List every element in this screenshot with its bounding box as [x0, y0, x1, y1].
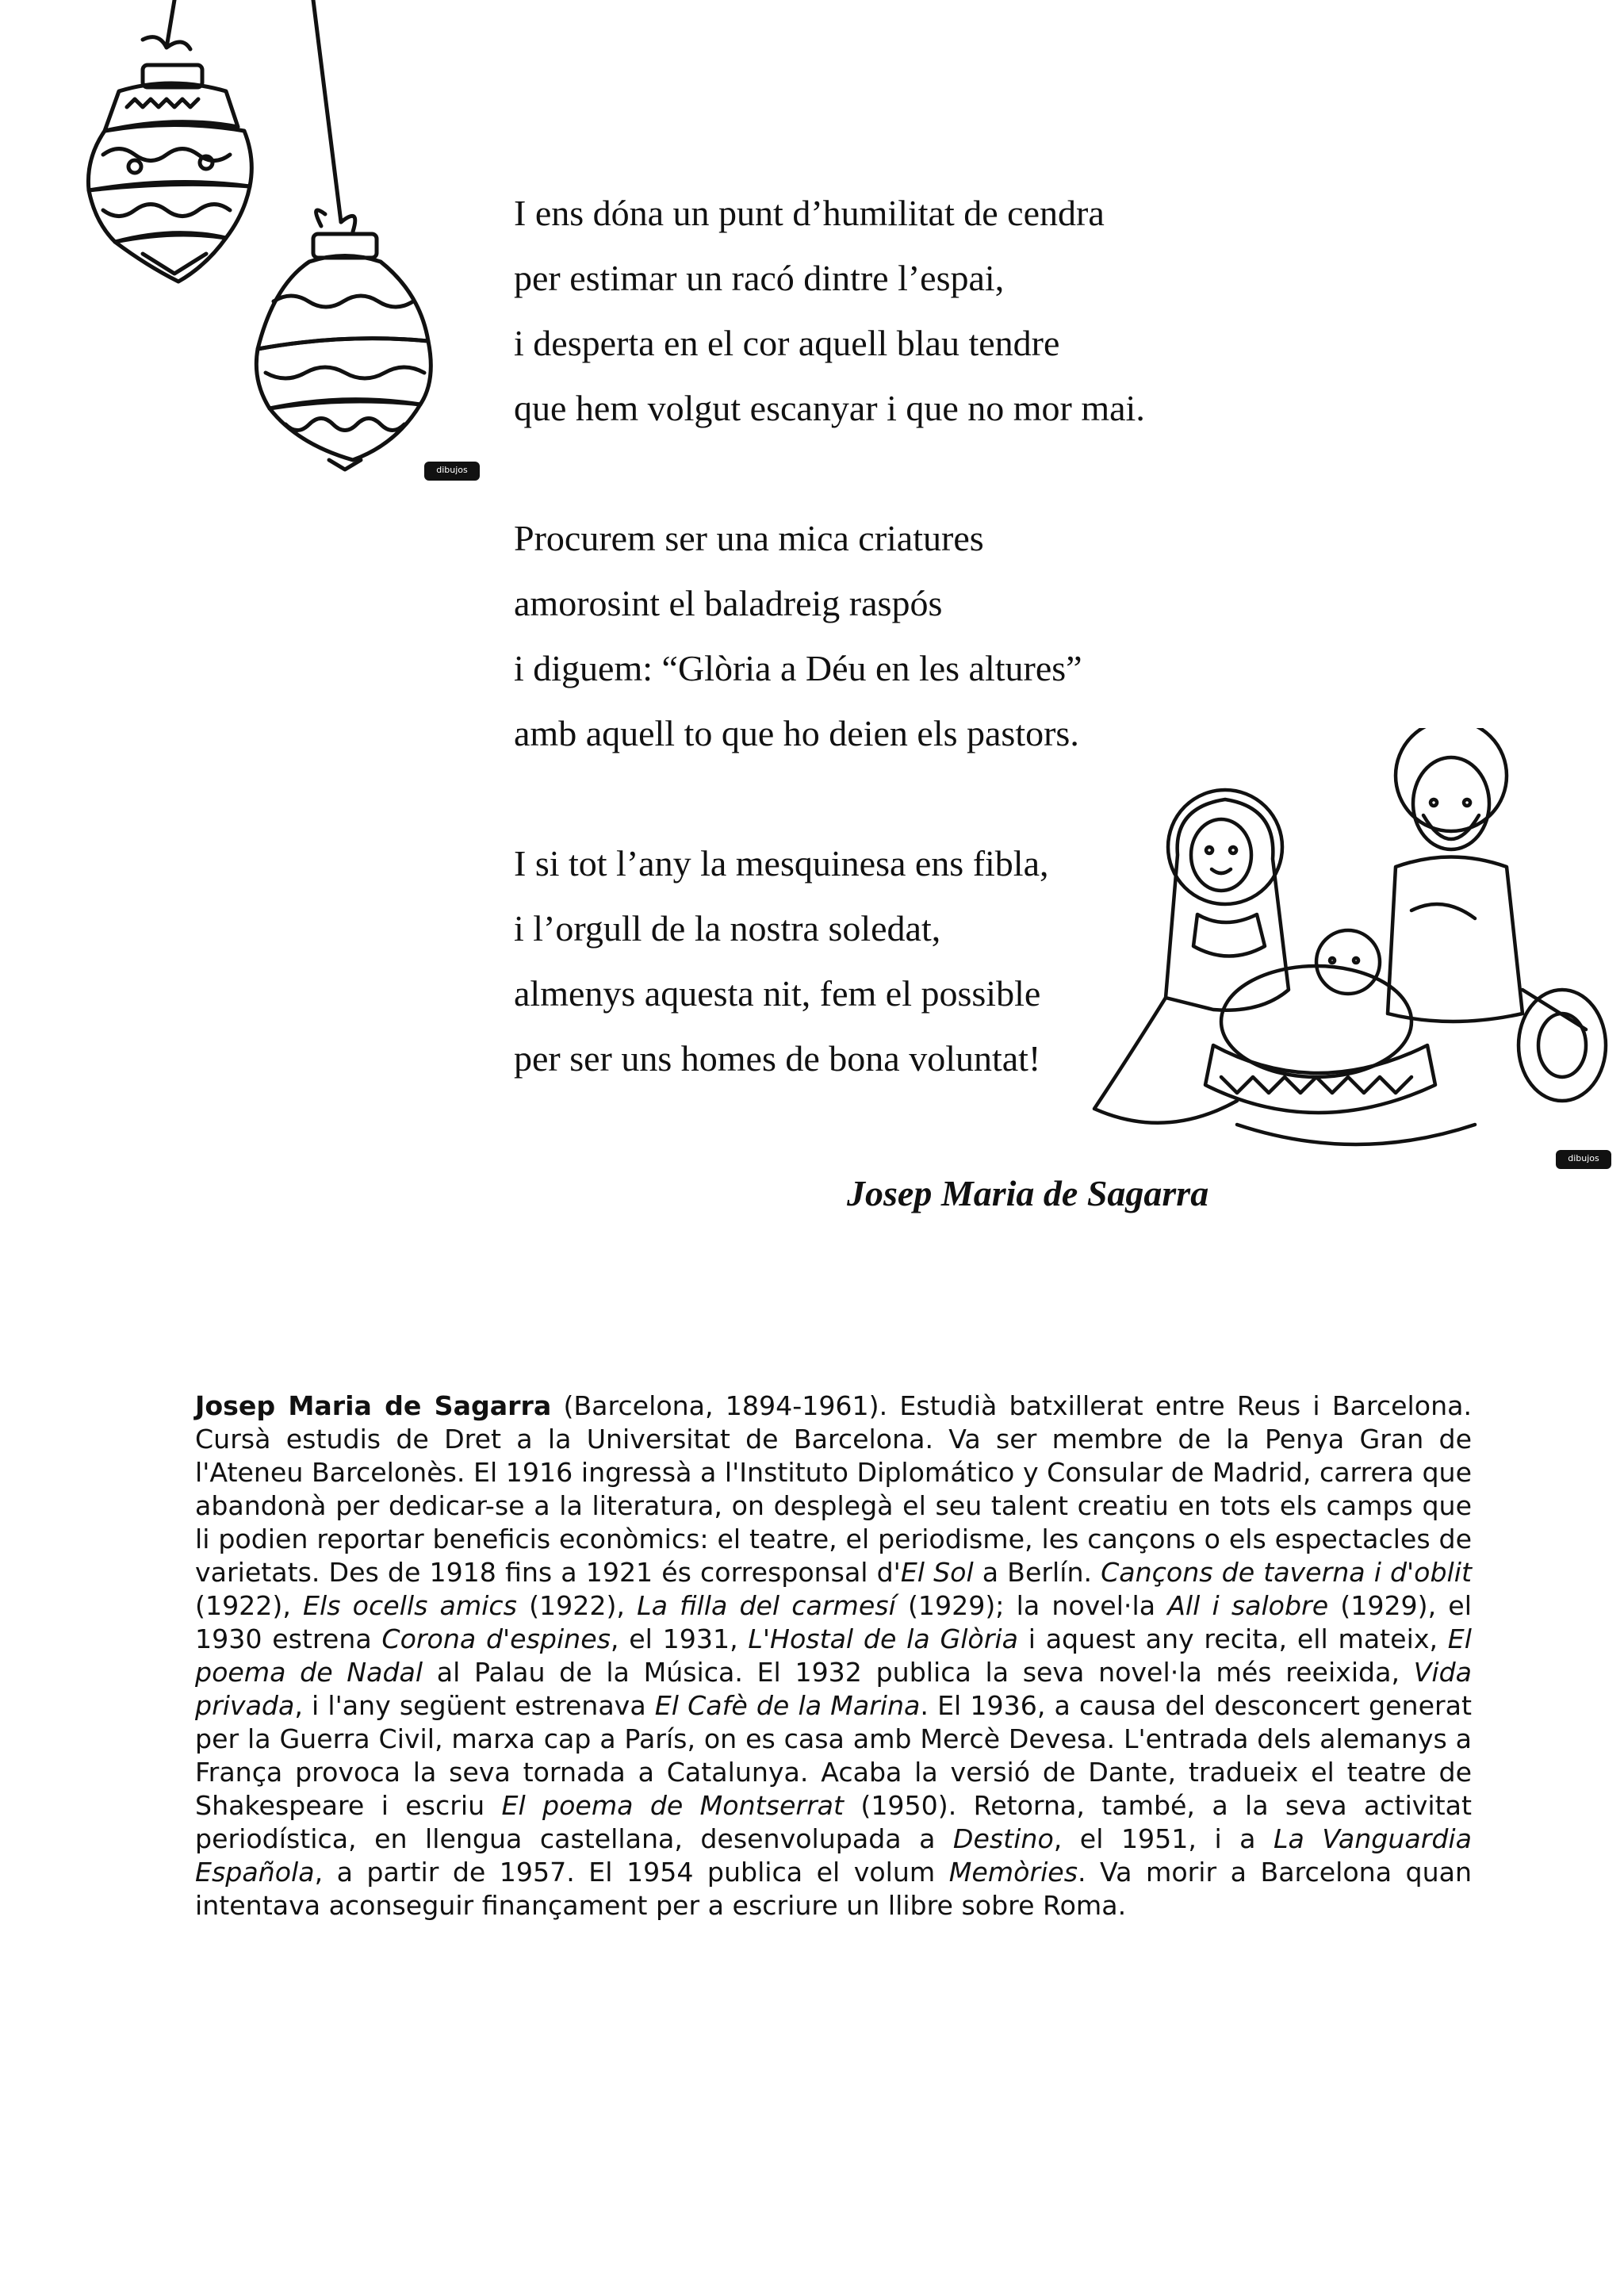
verse-line: I si tot l’any la mesquinesa ens fibla,: [514, 843, 1049, 884]
bio-text: al Palau de la Música. El 1932 publica la seva novel·la més reeixida,: [423, 1657, 1414, 1688]
verse-line: almenys aquesta nit, fem el possible: [514, 973, 1041, 1014]
verse-line: i desperta en el cor aquell blau tendre: [514, 323, 1060, 363]
verse-line: amb aquell to que ho deien els pastors.: [514, 713, 1079, 753]
work-title: Corona d'espines: [381, 1623, 611, 1654]
bio-text: , i l'any següent estrenava: [294, 1690, 655, 1721]
bio-text: (1929); la novel·la: [895, 1590, 1168, 1621]
bio-text: (1922),: [195, 1590, 304, 1621]
work-title: Destino: [952, 1823, 1054, 1854]
work-title: El poema de Nadal: [195, 1623, 1472, 1688]
verse-line: amorosint el baladreig raspós: [514, 583, 943, 623]
christmas-ornaments-icon: [48, 0, 468, 484]
bio-text: (1950). Retorna, també, a la seva activitat periodística, en llengua castellana, desenvolupada a: [195, 1790, 1473, 1854]
verse-line: que hem volgut escanyar i que no mor mai.: [514, 388, 1145, 428]
bio-text: , el 1931,: [610, 1623, 749, 1654]
author-biography: [195, 1389, 1472, 1922]
stanza: [514, 506, 1228, 766]
bio-text: , a partir de 1957. El 1954 publica el volum: [314, 1857, 949, 1888]
verse-line: I ens dóna un punt d’humilitat de cendra: [514, 193, 1105, 233]
work-title: Vida privada: [195, 1657, 1473, 1721]
work-title: Els ocells amics: [303, 1590, 517, 1621]
poem-author: Josep Maria de Sagarra: [847, 1173, 1209, 1213]
work-title: El poema de Montserrat: [501, 1790, 845, 1821]
bio-text: a Berlín.: [973, 1557, 1101, 1588]
watermark-badge-icon: dibujos: [1556, 1150, 1611, 1169]
work-title: Cançons de taverna i d'oblit: [1101, 1557, 1473, 1588]
bio-text: (1922),: [516, 1590, 638, 1621]
bio-name: Josep Maria de Sagarra: [195, 1390, 552, 1421]
verse-line: per ser uns homes de bona voluntat!: [514, 1038, 1041, 1079]
bio-text: . El 1936, a causa del desconcert generat per la Guerra Civil, marxa cap a París, on es casa amb Mercè Devesa. L'entrada dels alemanys a França provoca la seva tornada a Catalunya. Acaba la versió de Dante, tradueix el teatre de Shakespeare i escriu: [195, 1690, 1472, 1821]
work-title: El Cafè de la Marina: [654, 1690, 921, 1721]
work-title: La filla del carmesí: [637, 1590, 896, 1621]
bio-text: (Barcelona, 1894-1961). Estudià batxillerat entre Reus i Barcelona. Cursà estudis de Dret a la Universitat de Barcelona. Va ser membre de la Penya Gran de l'Ateneu Barcelonès. El 1916 ingressà a l'Instituto Diplomático y Consular de Madrid, carrera que abandonà per dedicar-se a la literatura, on desplegà el seu talent creatiu en tots els camps que li podien reportar beneficis econòmics: el teatre, el periodisme, les cançons o els espectacles de varietats. Des de 1918 fins a 1921 és corresponsal d': [195, 1390, 1472, 1588]
work-title: El Sol: [900, 1557, 974, 1588]
work-title: L'Hostal de la Glòria: [748, 1623, 1018, 1654]
verse-line: i l’orgull de la nostra soledat,: [514, 908, 941, 949]
bio-text: . Va morir a Barcelona quan intentava aconseguir finançament per a escriure un llibre sobre Roma.: [195, 1857, 1472, 1921]
bio-text: (1929), el 1930 estrena: [195, 1590, 1472, 1654]
verse-line: per estimar un racó dintre l’espai,: [514, 258, 1005, 298]
nativity-scene-icon: [1078, 728, 1618, 1172]
bio-text: , el 1951, i a: [1053, 1823, 1274, 1854]
work-title: All i salobre: [1167, 1590, 1329, 1621]
verse-line: i diguem: “Glòria a Déu en les altures”: [514, 648, 1082, 688]
bio-text: i aquest any recita, ell mateix,: [1017, 1623, 1448, 1654]
stanza: [514, 181, 1228, 441]
work-title: Memòries: [948, 1857, 1078, 1888]
verse-line: Procurem ser una mica criatures: [514, 518, 984, 558]
watermark-badge-icon: dibujos: [424, 462, 480, 481]
work-title: La Vanguardia Española: [195, 1823, 1472, 1888]
